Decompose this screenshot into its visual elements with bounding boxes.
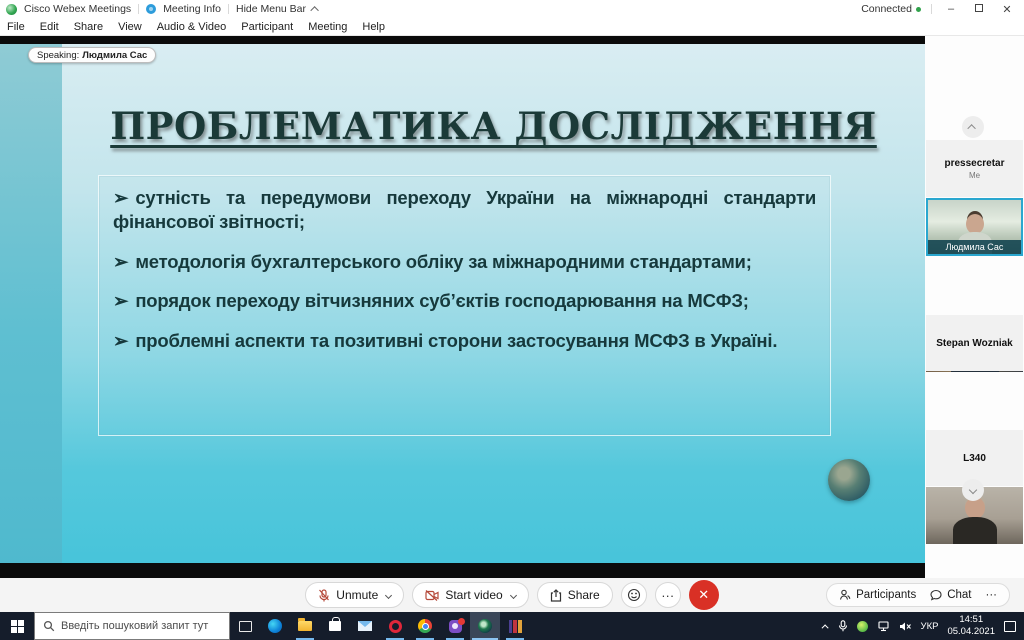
share-button[interactable]: [537, 582, 613, 608]
network-icon[interactable]: [877, 621, 890, 632]
letterbox: [0, 563, 925, 578]
presentation-slide: [62, 44, 925, 563]
chevron-down-icon[interactable]: [510, 591, 517, 598]
connection-status: Connected: [861, 3, 921, 15]
store-icon: [329, 621, 341, 631]
divider: [228, 4, 229, 14]
share-label: Share: [567, 588, 600, 602]
taskbar-app-store[interactable]: [320, 612, 350, 640]
leave-meeting-button[interactable]: [689, 580, 719, 610]
start-video-button[interactable]: [412, 582, 528, 608]
chevron-down-icon: [969, 486, 977, 494]
slide-bullet: ➢ проблемні аспекти та позитивні сторони застосування МСФЗ в Україні.: [113, 329, 778, 351]
shared-presentation: [0, 44, 925, 563]
menu-participant[interactable]: Participant: [241, 20, 294, 33]
participant-name: L340: [963, 452, 986, 464]
participants-panel-button[interactable]: [839, 589, 916, 601]
participant-tile-pressecretar[interactable]: [926, 140, 1023, 197]
slide-bullet: ➢ методологія бухгалтерського обліку за міжнародними стандартами;: [113, 250, 752, 272]
minimize-button[interactable]: –: [947, 3, 955, 15]
start-button[interactable]: [0, 612, 34, 640]
chrome-icon: [418, 619, 432, 633]
emoji-icon: [627, 588, 641, 602]
arrow-bullet-icon: ➢: [113, 250, 129, 272]
start-video-label: Start video: [445, 588, 503, 602]
meeting-info-button[interactable]: Meeting Info: [163, 3, 221, 15]
divider: [138, 4, 139, 14]
slide-bullet: ➢ сутність та передумови переходу України на міжнародні стандарти фінансової звітності;: [113, 187, 816, 233]
tray-antivirus-icon[interactable]: [857, 621, 868, 632]
chat-icon: [930, 589, 942, 601]
panel-buttons-group: [826, 583, 1010, 607]
taskbar-app-winrar[interactable]: [500, 612, 530, 640]
participant-subtitle: Me: [968, 170, 981, 180]
taskbar-clock[interactable]: [947, 614, 995, 638]
action-center-icon[interactable]: [1004, 621, 1016, 632]
task-view-icon: [239, 621, 252, 632]
arrow-bullet-icon: ➢: [113, 290, 129, 312]
mail-icon: [358, 621, 372, 631]
participants-filmstrip: [925, 36, 1024, 578]
speaker-muted-icon[interactable]: [899, 621, 912, 632]
chevron-down-icon[interactable]: [385, 591, 392, 598]
search-icon: [43, 620, 55, 632]
clock-time: 14:51: [959, 614, 984, 626]
opera-icon: [389, 620, 402, 633]
task-view-button[interactable]: [230, 612, 260, 640]
hide-menu-bar-button[interactable]: Hide Menu Bar: [235, 3, 307, 15]
video-figure: [953, 517, 997, 544]
menu-bar: [0, 18, 1024, 36]
menu-meeting[interactable]: Meeting: [308, 20, 348, 33]
search-placeholder: Введіть пошуковий запит тут: [61, 620, 209, 632]
taskbar-app-opera[interactable]: [380, 612, 410, 640]
participant-name: pressecretar: [944, 157, 1005, 169]
participant-video-liudmyla-sas[interactable]: [926, 198, 1023, 256]
speaking-indicator: Speaking: Людмила Сас: [28, 47, 156, 63]
edge-icon: [268, 619, 282, 633]
slide-bullet: ➢ порядок переходу вітчизняних суб’єктів господарювання на МСФЗ;: [113, 290, 749, 312]
filmstrip-scroll-down-button[interactable]: [962, 479, 984, 501]
menu-edit[interactable]: Edit: [39, 20, 59, 33]
menu-file[interactable]: File: [7, 20, 25, 33]
taskbar-app-viber[interactable]: [440, 612, 470, 640]
winrar-icon: [509, 620, 522, 633]
taskbar-app-chrome[interactable]: [410, 612, 440, 640]
window-title: Cisco Webex Meetings: [24, 3, 132, 15]
taskbar-app-mail[interactable]: [350, 612, 380, 640]
chat-label: Chat: [947, 589, 972, 601]
menu-help[interactable]: Help: [362, 20, 385, 33]
slide-left-margin: [0, 44, 62, 563]
chat-panel-button[interactable]: [930, 589, 971, 601]
clock-date: 05.04.2021: [947, 626, 995, 637]
participants-label: Participants: [856, 589, 917, 601]
participants-icon: [839, 589, 851, 601]
participant-name: Людмила Сас: [928, 240, 1021, 254]
menu-audio-video[interactable]: Audio & Video: [156, 20, 227, 33]
participant-name: Stepan Wozniak: [936, 337, 1013, 349]
tray-expand-icon[interactable]: [821, 624, 828, 631]
tray-mic-icon[interactable]: [838, 620, 848, 632]
webex-icon: [478, 619, 492, 633]
participant-label-l340[interactable]: [926, 430, 1023, 486]
slide-content-box: [98, 175, 831, 436]
chevron-up-icon: [967, 124, 975, 132]
more-panels-button[interactable]: ···: [985, 589, 997, 601]
windows-logo-icon: [11, 620, 24, 633]
close-button[interactable]: ✕: [1002, 3, 1012, 16]
slide-sphere-decoration: [828, 459, 870, 501]
meeting-info-icon: [146, 4, 156, 14]
viber-icon: [449, 620, 462, 633]
taskbar-app-file-explorer[interactable]: [290, 612, 320, 640]
participant-label-stepan-wozniak[interactable]: [926, 315, 1023, 371]
arrow-bullet-icon: ➢: [113, 187, 129, 208]
more-options-button[interactable]: ···: [655, 582, 681, 608]
letterbox: [0, 36, 925, 44]
menu-view[interactable]: View: [118, 20, 142, 33]
chevron-up-icon: [310, 6, 318, 14]
divider: [931, 4, 932, 14]
window-titlebar: [0, 0, 1024, 18]
webex-logo-icon: [6, 4, 17, 15]
unmute-label: Unmute: [336, 588, 379, 602]
filmstrip-scroll-up-button[interactable]: [962, 116, 984, 138]
reactions-button[interactable]: [621, 582, 647, 608]
unmute-button[interactable]: [305, 582, 404, 608]
language-indicator[interactable]: УКР: [920, 620, 939, 632]
system-tray: [824, 614, 1024, 638]
connected-dot-icon: [916, 7, 921, 12]
taskbar-search-input[interactable]: [34, 612, 230, 640]
windows-taskbar: [0, 612, 1024, 640]
menu-share[interactable]: Share: [73, 20, 104, 33]
taskbar-app-webex[interactable]: [470, 612, 500, 640]
shared-screen-stage: [0, 36, 925, 578]
video-figure: [966, 214, 984, 234]
arrow-bullet-icon: ➢: [113, 329, 129, 351]
close-icon: ✕: [698, 587, 710, 602]
maximize-icon: [975, 4, 983, 12]
share-icon: [550, 589, 562, 602]
maximize-button[interactable]: [970, 3, 988, 15]
slide-title: ПРОБЛЕМАТИКА ДОСЛІДЖЕННЯ: [110, 104, 877, 148]
file-explorer-icon: [298, 621, 312, 631]
mic-muted-icon: [318, 589, 330, 602]
taskbar-app-edge[interactable]: [260, 612, 290, 640]
camera-muted-icon: [425, 590, 439, 601]
